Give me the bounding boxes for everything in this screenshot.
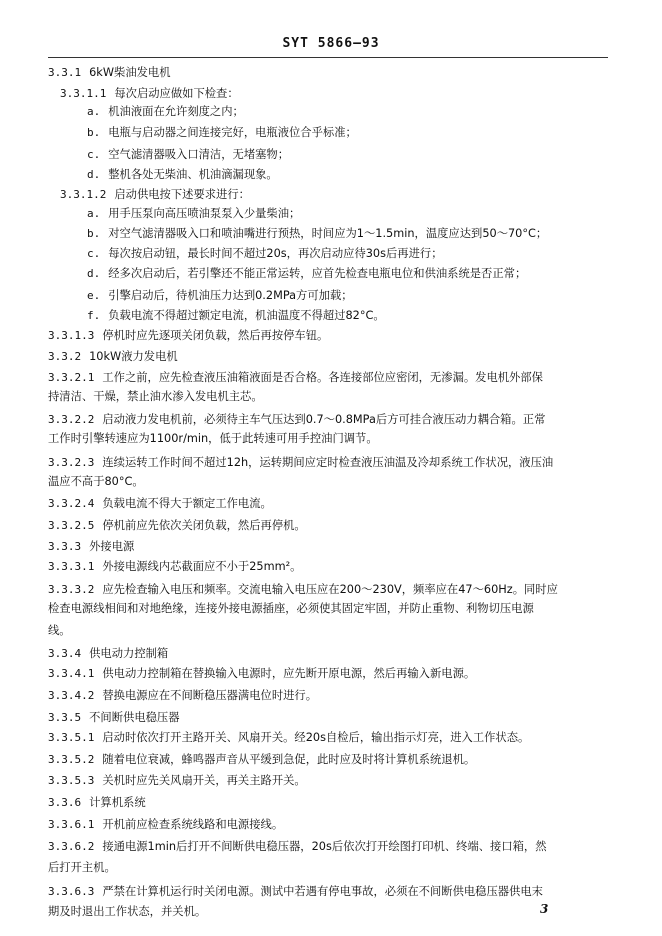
text-line [48,711,604,725]
text-line [48,840,604,854]
text-line [87,247,604,261]
clause-text: 经多次启动后，若引擎还不能正常运转，应首先检查电瓶电位和供油系统是否正常； [108,267,527,280]
clause-number: c. [87,247,101,260]
text-line [48,796,604,810]
clause-text: 开机前应检查系统线路和电源接线。 [102,818,284,831]
clause-number: 3.3.6.3 [48,885,95,898]
clause-number: b. [87,227,101,240]
text-line [48,390,604,404]
page-number: 3 [540,902,549,916]
clause-number: 3.3.4.2 [48,689,95,702]
clause-text: 负载电流不得大于额定工作电流。 [102,497,272,510]
clause-text: 每次按启动钮，最长时间不超过20s，再次启动应待30s后再进行； [108,247,443,260]
clause-text: 严禁在计算机运行时关闭电源。测试中若遇有停电事故，必须在不间断供电稳压器供电末 [102,885,543,898]
clause-number: d. [87,267,101,280]
clause-text: 接通电源1min后打开不间断供电稳压器，20s后依次打开绘图打印机、终端、接口箱，然 [102,840,547,853]
clause-number: a. [87,207,101,220]
clause-text: 持清洁、干燥，禁止油水渗入发电机主芯。 [48,390,263,403]
clause-number: 3.3.6 [48,796,82,809]
text-line [48,885,604,899]
clause-text: 期及时退出工作状态，并关机。 [48,905,207,918]
clause-number: 3.3.4 [48,647,82,660]
text-line [60,87,604,101]
clause-text: 启动时依次打开主路开关、风扇开关。经20s自检后，输出指示灯亮，进入工作状态。 [102,731,530,744]
clause-text: 工作之前，应先检查液压油箱液面是否合格。各连接部位应密闭，无渗漏。发电机外部保 [102,371,543,384]
clause-text: 负载电流不得超过额定电流，机油温度不得超过82°C。 [108,309,385,322]
clause-text: 停机前应先依次关闭负载，然后再停机。 [102,519,306,532]
clause-number: 3.3.2.5 [48,519,95,532]
text-line [48,413,604,427]
clause-number: a. [87,105,101,118]
text-line [48,689,604,703]
clause-text: 供电动力控制箱在替换输入电源时，应先断开原电源，然后再输入新电源。 [102,667,476,680]
text-line [48,456,604,470]
clause-text: 计算机系统 [89,796,146,809]
text-line [48,432,604,446]
text-line [87,289,604,303]
text-line [87,227,604,241]
clause-text: 整机各处无柴油、机油滴漏现象。 [108,168,278,181]
clause-number: 3.3.5.2 [48,753,95,766]
clause-text: 停机时应先逐项关闭负载，然后再按停车钮。 [102,329,329,342]
clause-text: 随着电位衰减，蜂鸣器声音从平缓到急促，此时应及时将计算机系统退机。 [102,753,476,766]
text-line [48,371,604,385]
clause-number: b. [87,126,101,139]
clause-text: 用手压泵向高压喷油泵泵入少量柴油； [108,207,301,220]
header-rule [48,57,608,58]
clause-number: 3.3.4.1 [48,667,95,680]
text-line [48,497,604,511]
text-line [48,583,604,597]
text-line [48,602,604,616]
clause-number: 3.3.6.1 [48,818,95,831]
clause-text: 后打开主机。 [48,861,116,874]
clause-number: 3.3.2.4 [48,497,95,510]
text-line [48,475,604,489]
text-line [48,350,604,364]
clause-number: 3.3.6.2 [48,840,95,853]
clause-text: 外接电源 [89,540,135,553]
clause-number: 3.3.2.2 [48,413,95,426]
text-line [87,105,604,119]
clause-text: 检查电源线相间和对地绝缘，连接外接电源插座，必须使其固定牢固，并防止重物、利物切压电源 [48,602,534,615]
text-line [48,519,604,533]
clause-number: 3.3.1.2 [60,188,107,201]
clause-text: 每次启动应做如下检查： [114,87,239,100]
clause-number: 3.3.5 [48,711,82,724]
clause-number: 3.3.3 [48,540,82,553]
text-line [48,753,604,767]
doc-code-header: SYT 5866—93 [282,36,380,51]
clause-text: 电瓶与启动器之间连接完好，电瓶液位合乎标准； [108,126,357,139]
clause-text: 引擎启动后，待机油压力达到0.2MPa方可加载； [108,289,353,302]
clause-text: 空气滤清器吸入口清洁，无堵塞物； [108,148,290,161]
clause-number: 3.3.2 [48,350,82,363]
text-line [60,188,604,202]
text-line [48,731,604,745]
clause-text: 6kW柴油发电机 [89,66,171,79]
clause-number: 3.3.1.1 [60,87,107,100]
text-line [87,267,604,281]
text-line [87,207,604,221]
clause-number: 3.3.2.3 [48,456,95,469]
clause-text: 温应不高于80°C。 [48,475,144,488]
text-line [48,66,604,80]
clause-number: f. [87,309,101,322]
clause-number: d. [87,168,101,181]
text-line [48,667,604,681]
clause-text: 关机时应先关风扇开关，再关主路开关。 [102,774,306,787]
clause-number: 3.3.5.3 [48,774,95,787]
clause-number: 3.3.3.1 [48,560,95,573]
text-line [87,148,604,162]
clause-text: 应先检查输入电压和频率。交流电输入电压应在200～230V，频率应在47～60Hz。同时应 [102,583,558,596]
clause-number: 3.3.2.1 [48,371,95,384]
clause-text: 替换电源应在不间断稳压器满电位时进行。 [102,689,318,702]
text-line [48,624,604,638]
clause-text: 线。 [48,624,71,637]
text-line [87,126,604,140]
clause-number: 3.3.1 [48,66,82,79]
clause-number: e. [87,289,101,302]
text-line [87,309,604,323]
text-line [48,905,604,919]
text-line [48,647,604,661]
clause-number: 3.3.5.1 [48,731,95,744]
clause-text: 不间断供电稳压器 [89,711,180,724]
text-line [48,329,604,343]
text-line [48,560,604,574]
clause-text: 启动供电按下述要求进行： [114,188,250,201]
text-line [48,774,604,788]
clause-text: 外接电源线内芯截面应不小于25mm²。 [102,560,302,573]
clause-text: 机油液面在允许刻度之内； [108,105,244,118]
clause-text: 启动液力发电机前，必须待主车气压达到0.7～0.8MPa后方可挂合液压动力耦合箱。正常 [102,413,546,426]
text-line [48,540,604,554]
clause-text: 10kW液力发电机 [89,350,178,363]
text-line [48,818,604,832]
text-line [48,861,604,875]
clause-text: 对空气滤清器吸入口和喷油嘴进行预热，时间应为1～1.5min，温度应达到50～70°C； [108,227,548,240]
clause-text: 工作时引擎转速应为1100r/min，低于此转速可用手控油门调节。 [48,432,378,445]
clause-number: 3.3.3.2 [48,583,95,596]
clause-number: 3.3.1.3 [48,329,95,342]
text-line [87,168,604,182]
clause-text: 连续运转工作时间不超过12h，运转期间应定时检查液压油温及冷却系统工作状况，液压油 [102,456,554,469]
clause-text: 供电动力控制箱 [89,647,169,660]
clause-number: c. [87,148,101,161]
